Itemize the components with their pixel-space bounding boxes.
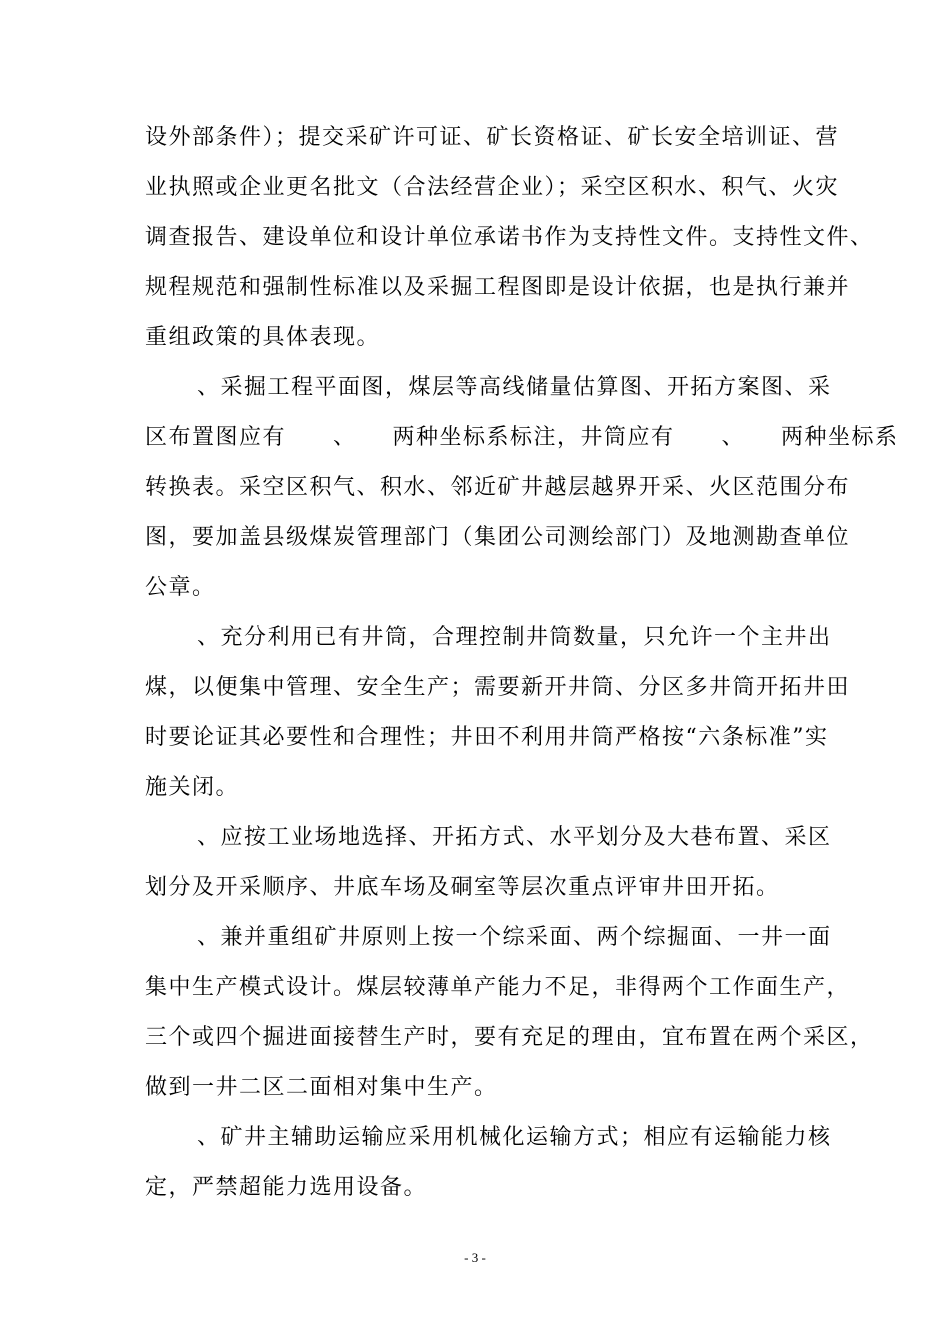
text-line: 业执照或企业更名批文（合法经营企业）；采空区积水、积气、火灾 xyxy=(145,175,840,200)
text-line: 、兼并重组矿井原则上按一个综采面、两个综掘面、一井一面 xyxy=(197,925,832,950)
text-line: 公章。 xyxy=(145,575,216,600)
text-line: 集中生产模式设计。煤层较薄单产能力不足，非得两个工作面生产， xyxy=(145,975,851,1000)
text-line: 图，要加盖县级煤炭管理部门（集团公司测绘部门）及地测勘查单位 xyxy=(145,525,851,550)
text-line: 定，严禁超能力选用设备。 xyxy=(145,1175,428,1200)
text-line: 调查报告、建设单位和设计单位承诺书作为支持性文件。支持性文件、 xyxy=(145,225,874,250)
text-line: 、充分利用已有井筒，合理控制井筒数量，只允许一个主井出 xyxy=(197,625,832,650)
text-line: 设外部条件）；提交采矿许可证、矿长资格证、矿长安全培训证、营 xyxy=(145,125,840,150)
text-line: 规程规范和强制性标准以及采掘工程图即是设计依据，也是执行兼并 xyxy=(145,275,851,300)
text-line: 重组政策的具体表现。 xyxy=(145,325,381,350)
body-text xyxy=(145,113,899,1213)
text-line: 划分及开采顺序、井底车场及硐室等层次重点评审井田开拓。 xyxy=(145,875,780,900)
text-line: 三个或四个掘进面接替生产时，要有充足的理由，宜布置在两个采区， xyxy=(145,1025,874,1050)
text-line: 施关闭。 xyxy=(145,775,240,800)
page-number: - 3 - xyxy=(464,1250,486,1265)
text-line: 、矿井主辅助运输应采用机械化运输方式；相应有运输能力核 xyxy=(197,1125,832,1150)
text-line: 做到一井二区二面相对集中生产。 xyxy=(145,1075,498,1100)
text-line: 时要论证其必要性和合理性；井田不利用井筒严格按“六条标准”实 xyxy=(145,725,829,750)
text-line: 、应按工业场地选择、开拓方式、水平划分及大巷布置、采区 xyxy=(197,825,832,850)
text-line: 、采掘工程平面图，煤层等高线储量估算图、开拓方案图、采 xyxy=(197,375,832,400)
text-line: 煤，以便集中管理、安全生产；需要新开井筒、分区多井筒开拓井田 xyxy=(145,675,851,700)
text-line: 转换表。采空区积气、积水、邻近矿井越层越界开采、火区范围分布 xyxy=(145,475,851,500)
text-line: 区布置图应有 、 两种坐标系标注，井筒应有 、 两种坐标系 xyxy=(145,425,899,450)
